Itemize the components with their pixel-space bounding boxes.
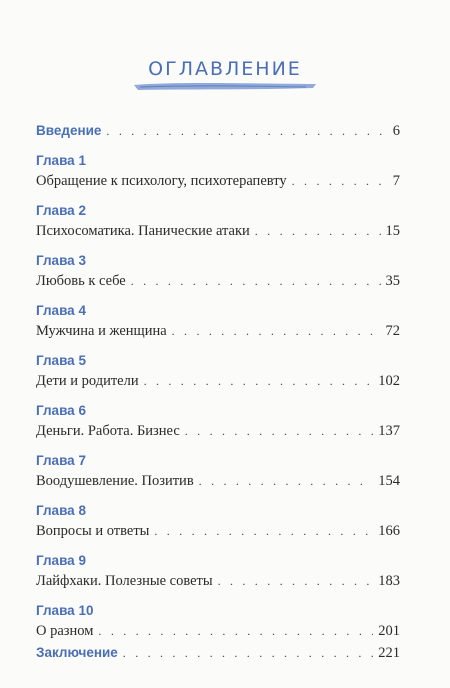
toc-entry-title: Воодушевление. Позитив [36,473,194,489]
toc-entry-title: О разном [36,623,94,639]
chapter-label: Глава 4 [36,303,86,318]
toc-entry-chapter-5[interactable] [36,351,400,392]
toc-page-number: 201 [378,623,400,639]
dot-leader [255,220,381,242]
toc-entry-title: Деньги. Работа. Бизнес [36,423,180,439]
toc-page-number: 7 [392,173,400,189]
toc-page-number: 102 [378,373,400,389]
toc-heading-banner [130,52,320,94]
dot-leader [106,120,387,142]
dot-leader [292,170,388,192]
dot-leader [154,520,373,542]
chapter-label: Глава 1 [36,153,86,168]
chapter-label: Глава 6 [36,403,86,418]
dot-leader [199,470,374,492]
toc-page-number: 221 [378,645,400,661]
toc-entry-title: Введение [36,123,102,138]
toc-entry-conclusion[interactable] [36,642,400,664]
toc-entry-title: Заключение [36,645,118,660]
chapter-label: Глава 9 [36,553,86,568]
toc-entry-chapter-9[interactable] [36,551,400,592]
chapter-label: Глава 7 [36,453,86,468]
table-of-contents [36,120,400,664]
toc-entry-title: Любовь к себе [36,273,126,289]
chapter-label: Глава 8 [36,503,86,518]
toc-entry-title: Вопросы и ответы [36,523,150,539]
toc-page-number: 183 [378,573,400,589]
toc-page-number: 154 [378,473,400,489]
toc-entry-title: Психосоматика. Панические атаки [36,223,250,239]
toc-page-number: 72 [385,323,400,339]
toc-entry-title: Мужчина и женщина [36,323,167,339]
toc-entry-chapter-6[interactable] [36,401,400,442]
toc-page-number: 166 [378,523,400,539]
dot-leader [172,320,381,342]
toc-entry-chapter-3[interactable] [36,251,400,292]
chapter-label: Глава 5 [36,353,86,368]
toc-page-number: 137 [378,423,400,439]
chapter-label: Глава 3 [36,253,86,268]
toc-page-number: 35 [385,273,400,289]
dot-leader [98,620,373,642]
toc-heading: ОГЛАВЛЕНИЕ [148,58,302,80]
toc-page-number: 6 [392,123,400,139]
toc-entry-chapter-1[interactable] [36,151,400,192]
toc-entry-title: Дети и родители [36,373,139,389]
toc-entry-chapter-10[interactable] [36,601,400,642]
dot-leader [131,270,381,292]
toc-entry-title: Обращение к психологу, психотерапевту [36,173,287,189]
toc-page-number: 15 [385,223,400,239]
toc-entry-chapter-4[interactable] [36,301,400,342]
toc-entry-intro[interactable] [36,120,400,142]
toc-entry-chapter-7[interactable] [36,451,400,492]
chapter-label: Глава 10 [36,603,94,618]
toc-entry-title: Лайфхаки. Полезные советы [36,573,213,589]
dot-leader [144,370,374,392]
dot-leader [185,420,373,442]
dot-leader [218,570,374,592]
chapter-label: Глава 2 [36,203,86,218]
dot-leader [123,642,373,664]
toc-entry-chapter-8[interactable] [36,501,400,542]
toc-entry-chapter-2[interactable] [36,201,400,242]
